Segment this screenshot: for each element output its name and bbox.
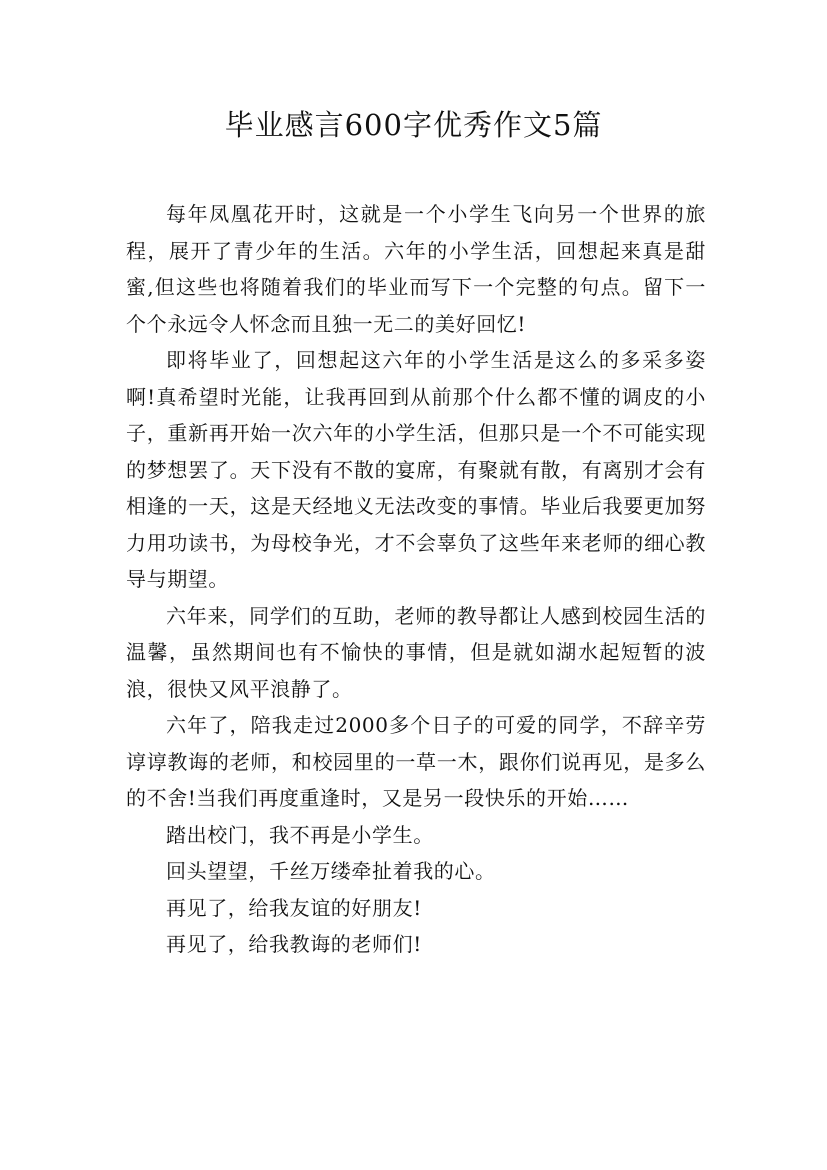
poem-block [126, 817, 706, 963]
document-body [126, 196, 706, 963]
paragraph: 每年凤凰花开时，这就是一个小学生飞向另一个世界的旅程，展开了青少年的生活。六年的小学生活，回想起来真是甜蜜,但这些也将随着我们的毕业而写下一个完整的句点。留下一个个永远令人怀念而且独一无二的美好回忆! [126, 202, 706, 336]
poem-line: 回头望望，千丝万缕牵扯着我的心。 [166, 859, 496, 883]
poem-line: 踏出校门，我不再是小学生。 [166, 822, 434, 847]
poem-line: 再见了，给我教诲的老师们! [166, 932, 422, 956]
paragraph: 即将毕业了，回想起这六年的小学生活是这么的多采多姿啊!真希望时光能，让我再回到从前那个什么都不懂的调皮的小子，重新再开始一次六年的小学生活，但那只是一个不可能实现的梦想罢了。天下没有不散的宴席，有聚就有散，有离别才会有相逢的一天，这是天经地义无法改变的事情。毕业后我要更加努力用功读书，为母校争光，才不会辜负了这些年来老师的细心教导与期望。 [126, 348, 706, 591]
paragraph: 六年了，陪我走过2000多个日子的可爱的同学，不辞辛劳谆谆教诲的老师，和校园里的一草一木，跟你们说再见，是多么的不舍!当我们再度重逢时，又是另一段快乐的开始…… [126, 713, 706, 810]
poem-line: 再见了，给我友谊的好朋友! [166, 895, 422, 920]
paragraph: 六年来，同学们的互助，老师的教导都让人感到校园生活的温馨，虽然期间也有不愉快的事情，但是就如湖水起短暂的波浪，很快又风平浪静了。 [126, 603, 706, 701]
document-title: 毕业感言600字优秀作文5篇 [224, 108, 603, 142]
